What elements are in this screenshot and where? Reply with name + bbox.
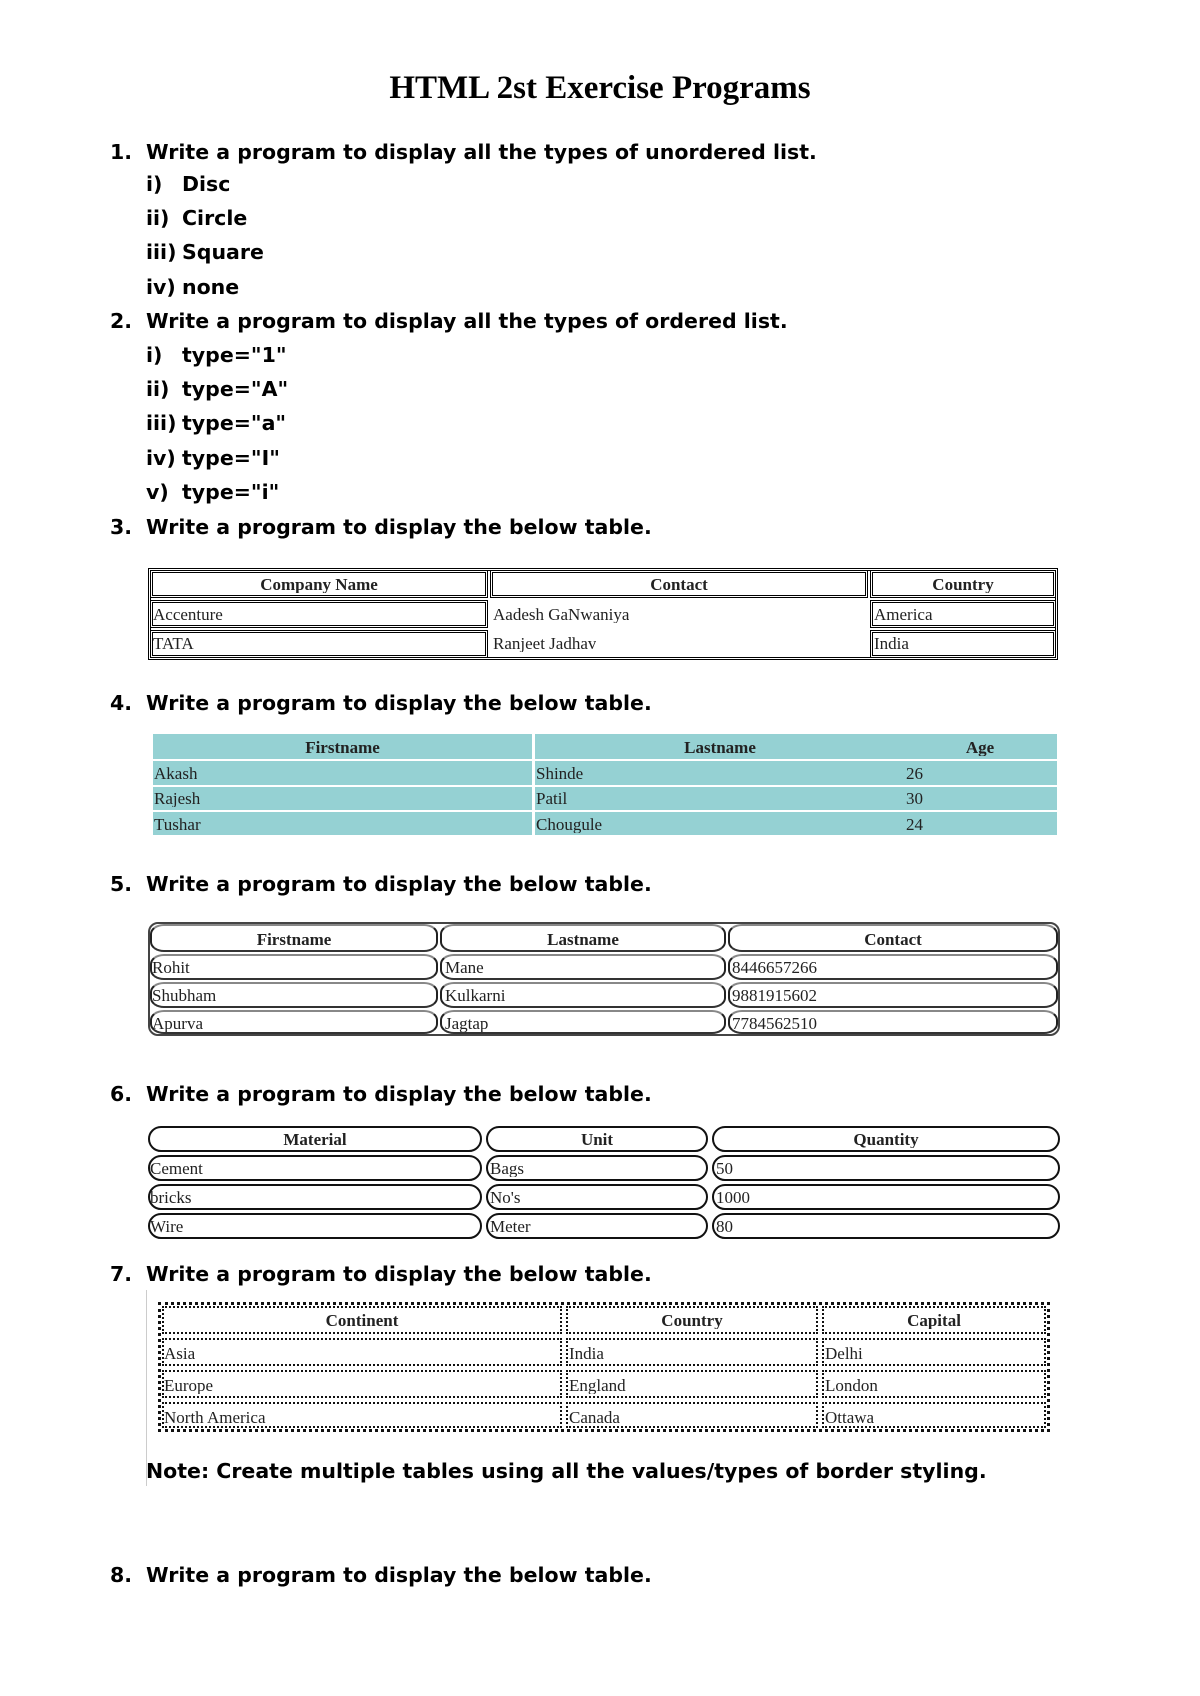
question-number: 7. bbox=[110, 1262, 133, 1286]
table-cell-text: Delhi bbox=[825, 1345, 863, 1362]
table-cell-text: 26 bbox=[906, 765, 923, 782]
table-cell-text: London bbox=[825, 1377, 878, 1394]
header-company-name: Company Name bbox=[260, 576, 378, 593]
table-cell-text: Tushar bbox=[154, 816, 201, 833]
table-cell-text: Aadesh GaNwaniya bbox=[493, 606, 630, 623]
table-cell-text: Meter bbox=[490, 1218, 531, 1235]
table-cell-text: 7784562510 bbox=[732, 1015, 817, 1032]
header-country: Country bbox=[932, 576, 994, 593]
question-text: Write a program to display the below table. bbox=[146, 1262, 652, 1286]
table-cell-text: Apurva bbox=[152, 1015, 203, 1032]
header-material: Material bbox=[283, 1131, 347, 1148]
question-number: 5. bbox=[110, 872, 133, 896]
table-cell-text: Rohit bbox=[152, 959, 190, 976]
table-cell-text: Asia bbox=[164, 1345, 196, 1362]
note-text: Note: Create multiple tables using all the values/types of border styling. bbox=[146, 1459, 987, 1483]
table-cell-text: Cement bbox=[150, 1160, 203, 1177]
item-marker: i) bbox=[146, 172, 163, 196]
question-text: Write a program to display all the types of unordered list. bbox=[146, 140, 817, 164]
question-text: Write a program to display the below table. bbox=[146, 872, 652, 896]
question-number: 2. bbox=[110, 309, 133, 333]
table-cell-text: 1000 bbox=[716, 1189, 750, 1206]
header-contact: Contact bbox=[864, 931, 922, 948]
table-cell-text: 8446657266 bbox=[732, 959, 817, 976]
table-cell-text: Shinde bbox=[536, 765, 584, 782]
table-cell-text: No's bbox=[490, 1189, 521, 1206]
table-cell-text: bricks bbox=[150, 1189, 192, 1206]
table-cell-text: India bbox=[569, 1345, 604, 1362]
header-capital: Capital bbox=[907, 1312, 961, 1329]
item-marker: v) bbox=[146, 480, 169, 504]
row-divider bbox=[153, 785, 1057, 787]
item-text: type="i" bbox=[182, 480, 280, 504]
table-cell-text: Ranjeet Jadhav bbox=[493, 635, 597, 652]
table-cell bbox=[162, 1338, 562, 1366]
table-cell-text: India bbox=[874, 635, 909, 652]
table-cell-text: 50 bbox=[716, 1160, 733, 1177]
table-cell-text: Kulkarni bbox=[445, 987, 506, 1004]
table-cell bbox=[148, 1213, 482, 1239]
header-unit: Unit bbox=[580, 1131, 614, 1148]
item-marker: i) bbox=[146, 343, 163, 367]
row-divider bbox=[153, 759, 1057, 761]
table-cell-text: America bbox=[874, 606, 933, 623]
table-cell-text: Shubham bbox=[152, 987, 217, 1004]
header-quantity: Quantity bbox=[853, 1131, 919, 1148]
table-cell-text: Bags bbox=[490, 1160, 524, 1177]
table-cell bbox=[150, 954, 438, 980]
header-age: Age bbox=[965, 739, 995, 756]
item-marker: ii) bbox=[146, 206, 170, 230]
question-text: Write a program to display the below table. bbox=[146, 1563, 652, 1587]
table-cell-text: Chougule bbox=[536, 816, 603, 833]
header-continent: Continent bbox=[325, 1312, 399, 1329]
table-cell-text: TATA bbox=[153, 635, 194, 652]
item-text: none bbox=[182, 275, 240, 299]
item-text: type="A" bbox=[182, 377, 289, 401]
question-number: 3. bbox=[110, 515, 133, 539]
question-number: 6. bbox=[110, 1082, 133, 1106]
header-lastname: Lastname bbox=[684, 739, 756, 756]
item-marker: iv) bbox=[146, 275, 176, 299]
item-text: type="a" bbox=[182, 411, 287, 435]
page-title: HTML 2st Exercise Programs bbox=[389, 70, 811, 106]
item-text: type="1" bbox=[182, 343, 287, 367]
item-marker: iii) bbox=[146, 411, 177, 435]
table-cell-text: Europe bbox=[164, 1377, 214, 1394]
table-cell-text: Canada bbox=[569, 1409, 620, 1426]
margin-rule bbox=[146, 1290, 147, 1486]
question-text: Write a program to display the below table. bbox=[146, 1082, 652, 1106]
table-cell-text: Jagtap bbox=[445, 1015, 489, 1032]
table-cell-text: 30 bbox=[906, 790, 923, 807]
table-cell-text: Patil bbox=[536, 790, 568, 807]
item-text: Disc bbox=[182, 172, 231, 196]
table-cell bbox=[712, 1155, 1060, 1181]
header-firstname: Firstname bbox=[256, 931, 332, 948]
item-marker: ii) bbox=[146, 377, 170, 401]
header-lastname: Lastname bbox=[547, 931, 619, 948]
question-text: Write a program to display the below table. bbox=[146, 515, 652, 539]
table-cell bbox=[712, 1184, 1060, 1210]
item-text: type="I" bbox=[182, 446, 280, 470]
table-cell-text: North America bbox=[164, 1409, 266, 1426]
question-number: 8. bbox=[110, 1563, 133, 1587]
table-cell-text: 24 bbox=[906, 816, 923, 833]
table-cell bbox=[150, 630, 488, 658]
table-cell-text: England bbox=[569, 1377, 626, 1394]
table-cell-text: Wire bbox=[150, 1218, 184, 1235]
table-cell-text: Rajesh bbox=[154, 790, 201, 807]
item-text: Circle bbox=[182, 206, 248, 230]
table-cell bbox=[162, 1370, 562, 1398]
table-cell bbox=[712, 1213, 1060, 1239]
header-contact: Contact bbox=[650, 576, 708, 593]
table-cell-text: Mane bbox=[445, 959, 484, 976]
question-text: Write a program to display the below table. bbox=[146, 691, 652, 715]
table-cell-text: 9881915602 bbox=[732, 987, 817, 1004]
table-cell-text: Accenture bbox=[153, 606, 223, 623]
header-country: Country bbox=[661, 1312, 723, 1329]
item-marker: iii) bbox=[146, 240, 177, 264]
item-text: Square bbox=[182, 240, 264, 264]
item-marker: iv) bbox=[146, 446, 176, 470]
header-firstname: Firstname bbox=[305, 739, 380, 756]
question-text: Write a program to display all the types of ordered list. bbox=[146, 309, 788, 333]
table-cell-text: Ottawa bbox=[825, 1409, 875, 1426]
table-cell-text: Akash bbox=[154, 765, 198, 782]
question-number: 4. bbox=[110, 691, 133, 715]
table-cell-text: 80 bbox=[716, 1218, 733, 1235]
question-number: 1. bbox=[110, 140, 133, 164]
row-divider bbox=[153, 810, 1057, 812]
table-cell bbox=[148, 1184, 482, 1210]
